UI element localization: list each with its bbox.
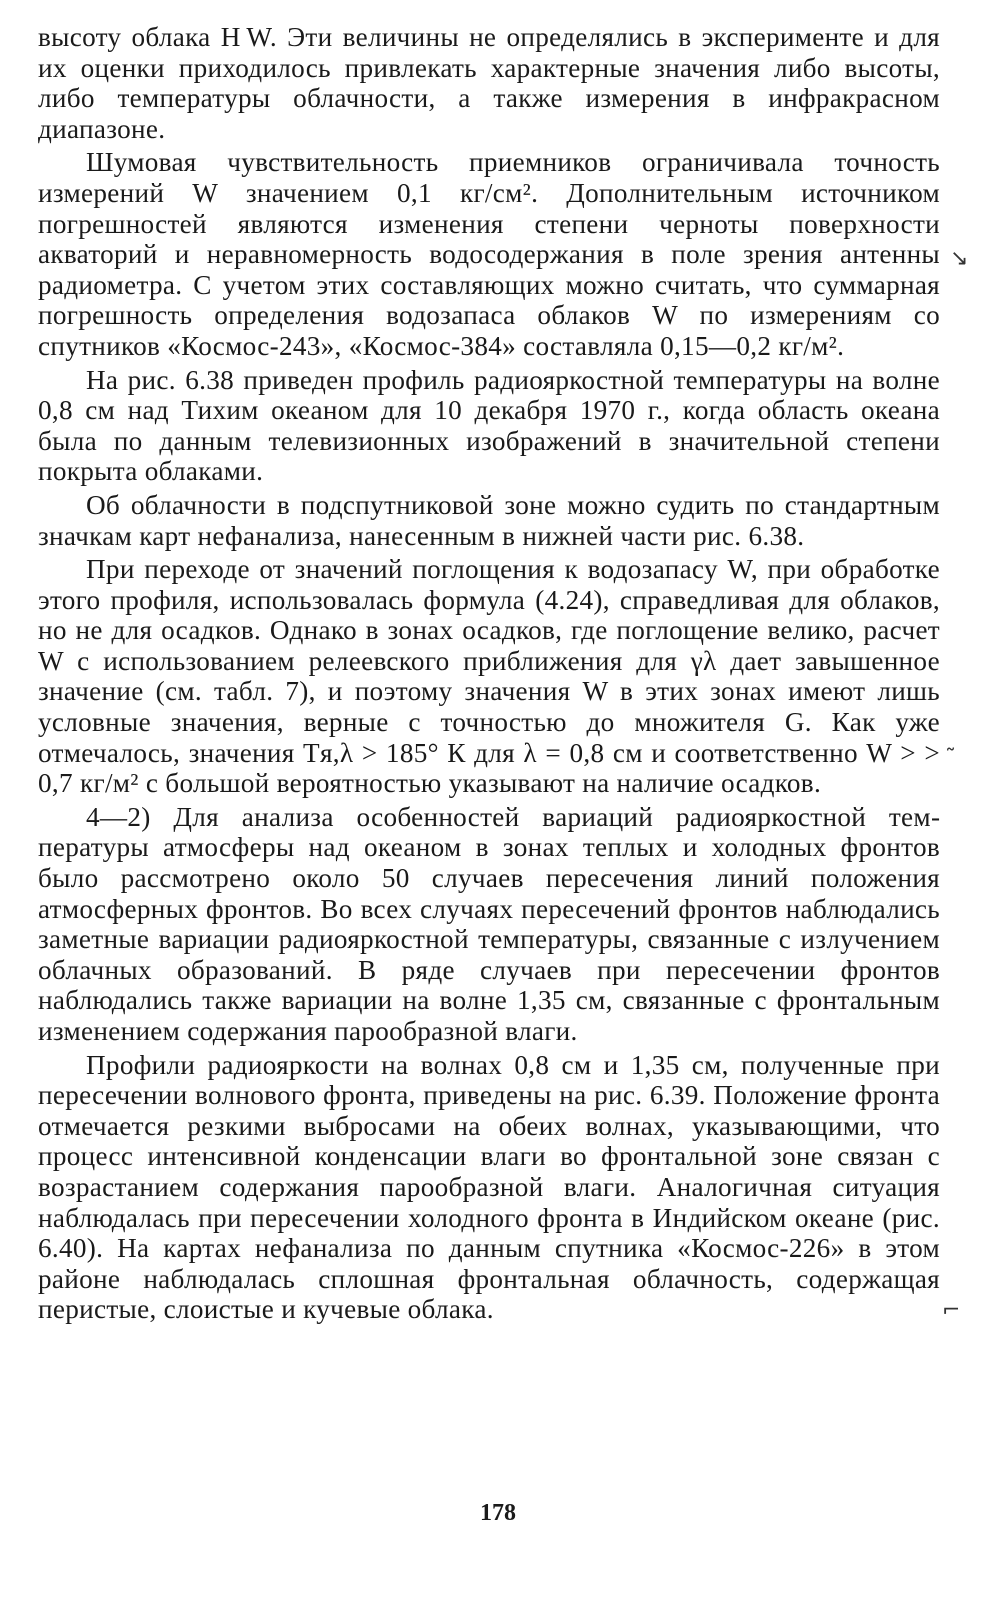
margin-arrow-icon: ↘ [950,246,969,271]
page-text [38,22,940,1325]
paragraph-1: высоту облака H W. Эти величины не определялись в эксперименте и для их оценки приходилось привлекать характерные значения либо высоты, либо температуры облачности, а также измерения в инфракрасном диапазоне. [38,22,940,144]
paragraph-6: 4—2) Для анализа особенностей вариаций радиояркостной температуры атмосферы над океаном в зонах теплых и холодных фронтов было рассмотрено около 50 случаев пересечения линий положения атмосферных фронтов. Во всех случаях пересечений фронтов наблюдались заметные вариации радиояркостной температуры, связанные с излучением облачных образований. В ряде случаев при пересечении фронтов наблюдались также вариации на волне 1,35 см, связанные с фронтальным изменением содержания парообразной влаги. [38,801,940,1046]
paragraph-4: Об облачности в подспутниковой зоне можно судить по стандартным значкам карт нефанализа, нанесенным в нижней части рис. 6.38. [38,489,940,551]
page-number: 178 [480,1500,516,1526]
paragraph-7: Профили радиояркости на волнах 0,8 см и 1,35 см, полученные при пересечении волнового фронта, приведены на рис. 6.39. Положение фронта отмечается резкими выбросами на обеих волнах, указывающими, что процесс интенсивной конденсации влаги во фронтальной зоне связан с возрастанием содержания парообразной влаги. Аналогичная ситуация наблюдалась при пересечении холодного фронта в Индийском океане (рис. 6.40). На картах нефанализа по данным спутника «Космос-226» в этом районе наблюдалась сплошная фронтальная облачность, содержащая перистые, слоистые и кучевые облака. [38,1049,940,1325]
paragraph-3: На рис. 6.38 приведен профиль радиояркостной температуры на волне 0,8 см над Тихим океаном для 10 декабря 1970 г., когда область океана была по данным телевизионных изображений в значительной степени покрыта облаками. [38,364,940,487]
margin-tick-icon: ˜ [945,746,956,771]
paragraph-5: При переходе от значений поглощения к водозапасу W, при обработке этого профиля, использовалась формула (4.24), справедливая для облаков, но не для осадков. Однако в зонах осадков, где поглощение велико, расчет W с использованием релеевского приближения для γλ дает завышенное значение (см. табл. 7), и поэтому значения W в этих зонах имеют лишь условные значения, верные с точностью до множителя G. Как уже отмечалось, значения Tя,λ > 185° К для λ = 0,8 см и соответственно W > > 0,7 кг/м² с большой вероятностью указывают на наличие осадков. [38,554,940,799]
paragraph-2: Шумовая чувствительность приемников ограничивала точность измерений W значением 0,1 кг/см². Дополнительным источником погрешностей являются изменения степени черноты поверхности акваторий и неравномерность водосодержания в поле зрения антенны радиометра. С учетом этих составляющих можно считать, что суммарная погрешность определения водозапаса облаков W по измерениям со спутников «Космос-243», «Космос-384» составляла 0,15—0,2 кг/м². [38,147,940,361]
margin-pen-mark-icon: ⌐ [942,1298,961,1323]
